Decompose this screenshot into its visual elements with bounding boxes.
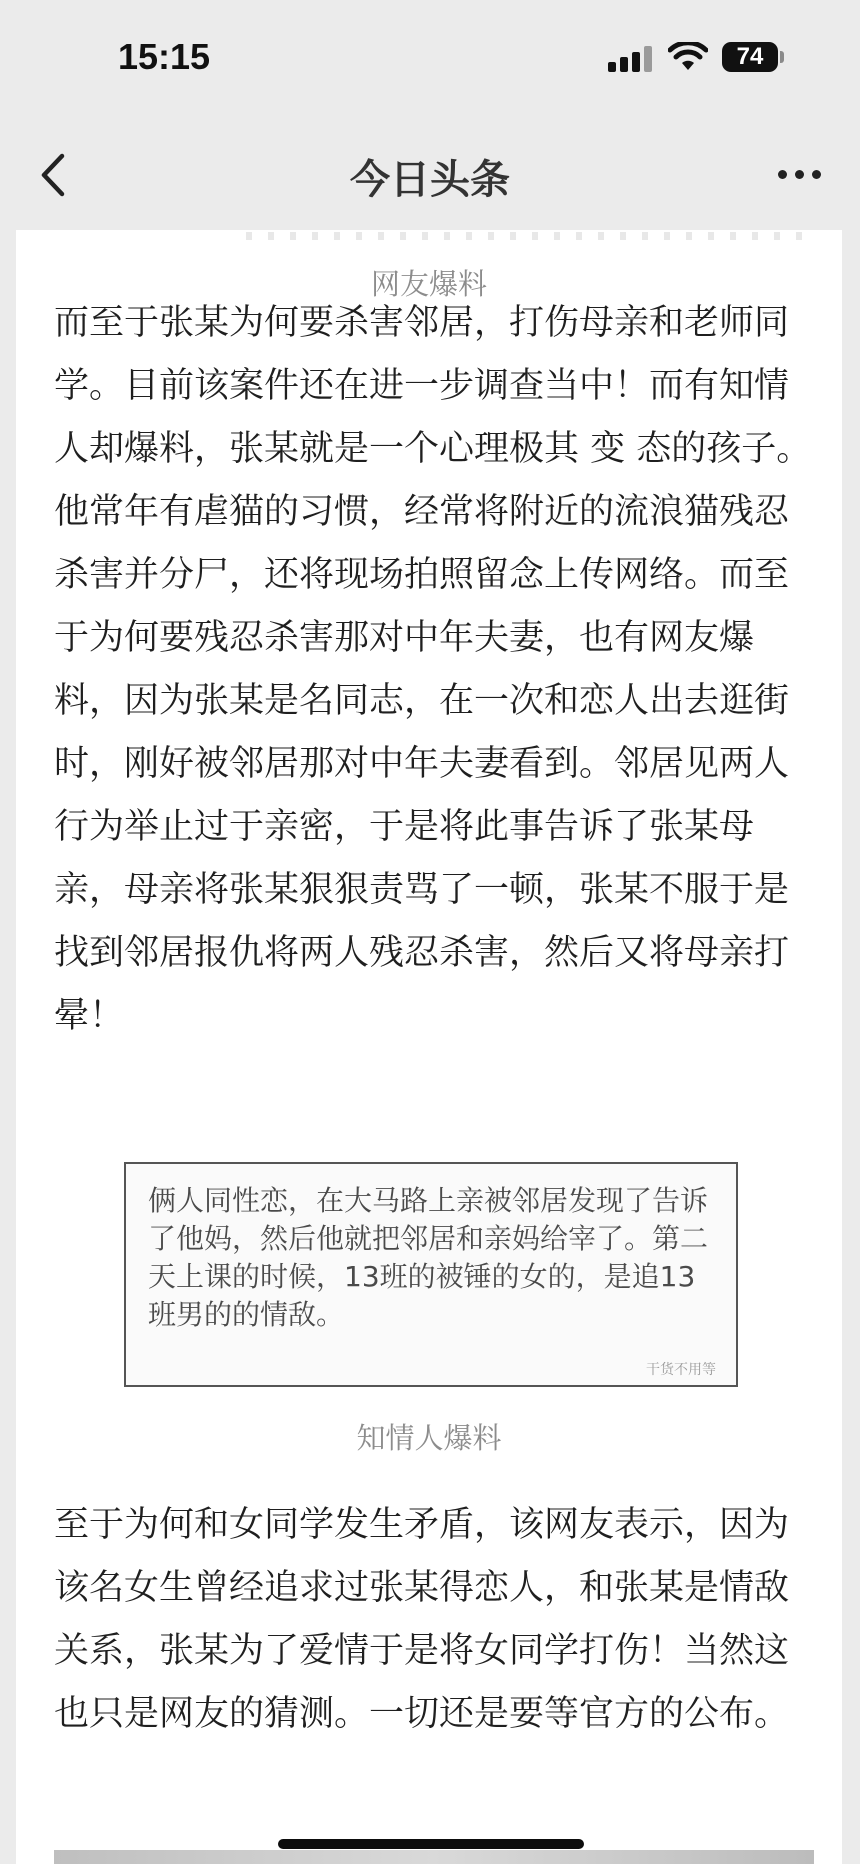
navigation-bar bbox=[0, 120, 860, 230]
cellular-signal-icon bbox=[608, 46, 656, 72]
status-time: 15:15 bbox=[118, 36, 211, 77]
image-watermark: 干货不用等 bbox=[646, 1362, 716, 1378]
home-indicator[interactable] bbox=[278, 1839, 584, 1849]
wifi-icon bbox=[668, 42, 708, 72]
cropped-previous-content bbox=[246, 232, 806, 240]
next-image-preview[interactable] bbox=[54, 1850, 814, 1864]
status-bar bbox=[0, 0, 860, 110]
image-caption-1: 网友爆料 bbox=[370, 267, 487, 301]
page-title: 今日头条 bbox=[350, 157, 510, 203]
image-caption-2: 知情人爆料 bbox=[356, 1421, 502, 1455]
article-content bbox=[16, 230, 842, 1864]
battery-icon bbox=[722, 42, 778, 72]
embedded-screenshot-image[interactable] bbox=[124, 1162, 738, 1387]
battery-tip bbox=[780, 51, 784, 63]
more-options-icon[interactable] bbox=[778, 170, 822, 182]
article-paragraph-2: 至于为何和女同学发生矛盾，该网友表示，因为该名女生曾经追求过张某得恋人，和张某是情敌关系，张某为了爱情于是将女同学打伤！当然这也只是网友的猜测。一切还是要等官方的公布。 bbox=[54, 1505, 790, 1734]
article-paragraph-1: 而至于张某为何要杀害邻居，打伤母亲和老师同学。目前该案件还在进一步调查当中！而有知情人却爆料，张某就是一个心理极其 变 态的孩子。他常年有虐猫的习惯，经常将附近的流浪猫残忍杀害并分尸，还将现场拍照留念上传网络。而至于为何要残忍杀害那对中年夫妻，也有网友爆料，因为张某是名同志，在一次和恋人出去逛街时，刚好被邻居那对中年夫妻看到。邻居见两人行为举止过于亲密，于是将此事告诉了张某母亲，母亲将张某狠狠责骂了一顿，张某不服于是找到邻居报仇将两人残忍杀害，然后又将母亲打晕！ bbox=[54, 303, 812, 1036]
embedded-screenshot-text: 俩人同性恋，在大马路上亲被邻居发现了告诉了他妈，然后他就把邻居和亲妈给宰了。第二天上课的时候，13班的被锤的女的，是追13班男的的情敌。 bbox=[148, 1184, 709, 1331]
battery-level: 74 bbox=[736, 43, 764, 70]
